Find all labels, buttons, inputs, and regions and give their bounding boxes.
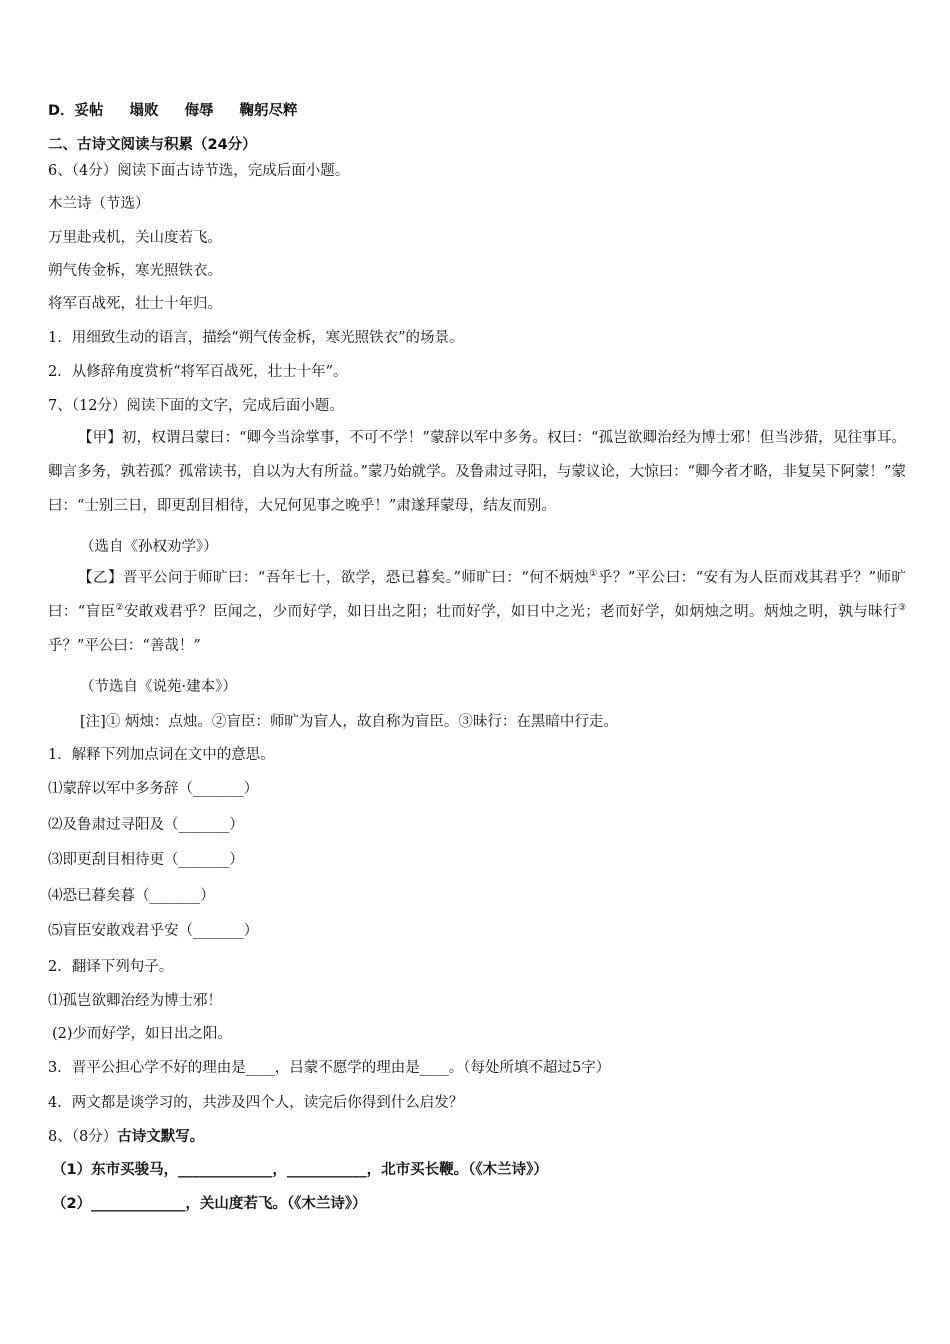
- q6-subquestion-2: 2．从修辞角度赏析“将军百战死，壮士十年”。: [48, 364, 348, 380]
- q7-passage-yi-source: （节选自《说苑·建本》）: [80, 679, 237, 695]
- option-d-word1: D．妥帖: [48, 103, 104, 119]
- q6-poem-line-1: 万里赴戎机，关山度若飞。: [48, 230, 222, 246]
- q8-stem: [48, 1127, 904, 1147]
- q6-poem-line-2: 朔气传金柝，寒光照铁衣。: [48, 263, 222, 279]
- q7-sub2-item-1: ⑴孤岂欲卿治经为博士邪！: [48, 993, 222, 1009]
- q7-sub1-stem: 1．解释下列加点词在文中的意思。: [48, 747, 275, 763]
- note-marker-2: ②: [115, 603, 124, 614]
- q7-sub2-item-2: (2)少而好学，如日出之阳。: [52, 1026, 233, 1042]
- q7-passage-jia-source: （选自《孙权劝学》）: [80, 539, 218, 555]
- option-d-word4: 鞠躬尽粹: [239, 103, 298, 119]
- q6-poem-title: 木兰诗（节选）: [48, 196, 150, 212]
- yi-text-3: 安敢戏君乎？臣闻之，少而好学，如日出之阳；壮而好学，如日中之光；老而好学，如炳烛之明。炳烛之明，孰与昧行: [123, 604, 898, 620]
- q7-passage-jia: 【甲】初，权谓吕蒙曰：“卿今当涂掌事，不可不学！”蒙辞以军中多务。权曰：“孤岂欲卿治经为博士邪！但当涉猎，见往事耳。卿言多务，孰若孤？孤常读书，自以为大有所益。”蒙乃始就学。及鲁肃过寻阳，与蒙议论，大惊曰：“卿今者才略，非复吴下阿蒙！”蒙曰：“士别三日，即更刮目相待，大兄何见事之晚乎！”肃遂拜蒙母，结友而别。: [48, 430, 906, 514]
- q8-line-1: （1）东市买骏马，_____________，___________，北市买长鞭。（《木兰诗》）: [52, 1162, 548, 1178]
- q7-sub1-item-3: ⑶即更刮目相待更（_______）: [48, 852, 244, 868]
- q6-poem-line-3: 将军百战死，壮士十年归。: [48, 296, 222, 312]
- option-d-word2: 塌败: [129, 103, 159, 119]
- note-marker-1: ①: [589, 569, 598, 580]
- q8-stem-title: 古诗文默写。: [117, 1129, 205, 1145]
- q7-stem: 7、（12分）阅读下面的文字，完成后面小题。: [48, 398, 344, 414]
- q7-sub1-item-4: ⑷恐已暮矣暮（_______）: [48, 888, 215, 904]
- q7-sub4: 4．两文都是谈学习的，共涉及四个人，读完后你得到什么启发？: [48, 1095, 464, 1111]
- q7-sub1-item-1: ⑴蒙辞以军中多务辞（_______）: [48, 781, 259, 797]
- yi-text-4: 乎？”平公曰：“善哉！”: [48, 638, 201, 654]
- q7-sub3: 3．晋平公担心学不好的理由是____，吕蒙不愿学的理由是____。（每处所填不超过5字）: [48, 1060, 611, 1076]
- q7-sub2-stem: 2．翻译下列句子。: [48, 959, 174, 975]
- q6-stem: 6、（4分）阅读下面古诗节选，完成后面小题。: [48, 163, 350, 179]
- q8-stem-prefix: 8、（8分）: [48, 1129, 118, 1145]
- q7-sub1-item-2: ⑵及鲁肃过寻阳及（_______）: [48, 817, 244, 833]
- q8-line-2: （2）_____________，关山度若飞。（《木兰诗》）: [52, 1196, 367, 1212]
- q7-sub1-item-5: ⑸盲臣安敢戏君乎安（_______）: [48, 923, 259, 939]
- yi-text-2: 乎？”平公曰：“安有为人臣而戏其君乎？”师旷曰：“盲臣: [48, 570, 906, 620]
- yi-text-1: 【乙】晋平公问于师旷曰：“吾年七十，欲学，恐已暮矣。”师旷曰：“何不炳烛: [78, 570, 590, 586]
- option-d-line: [48, 101, 904, 121]
- q7-passage-yi: [48, 561, 906, 663]
- q7-notes: [注]① 炳烛：点烛。②盲臣：师旷为盲人，故自称为盲臣。③昧行：在黑暗中行走。: [80, 714, 618, 730]
- q6-subquestion-1: 1．用细致生动的语言，描绘“朔气传金柝，寒光照铁衣”的场景。: [48, 330, 464, 346]
- section2-heading: 二、古诗文阅读与积累（24分）: [48, 137, 257, 153]
- option-d-word3: 侮辱: [184, 103, 214, 119]
- note-marker-3: ③: [897, 603, 907, 614]
